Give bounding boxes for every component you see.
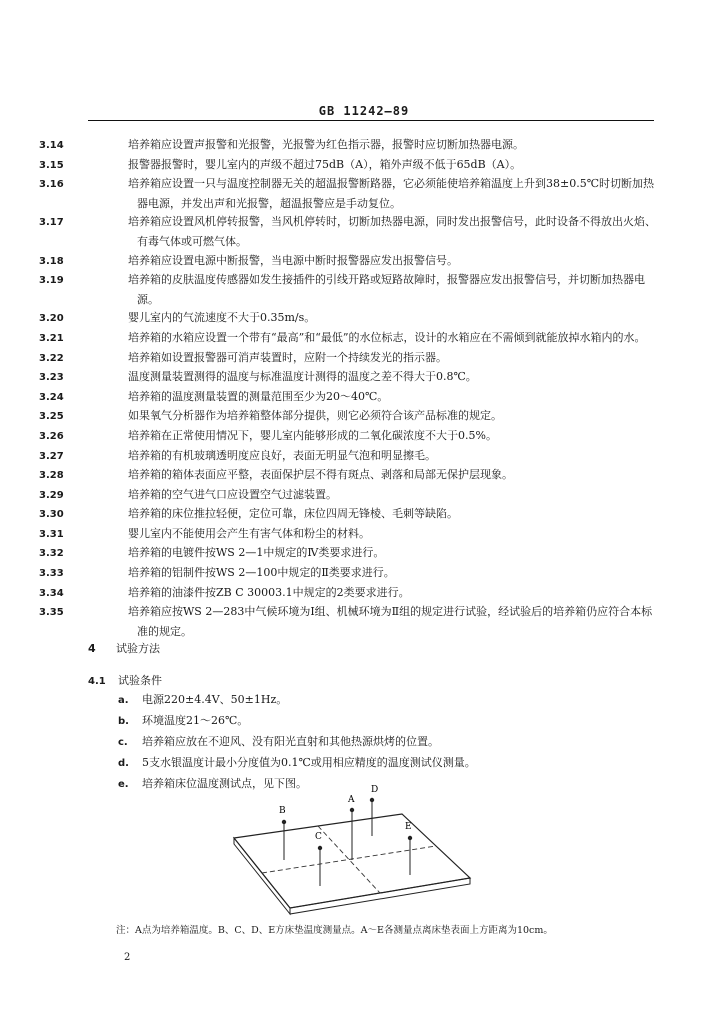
clause-number: 3.24 (39, 391, 64, 403)
clause-text: 婴儿室内不能使用会产生有害气体和粉尘的材料。 (128, 526, 370, 540)
bed-temperature-test-points-diagram (212, 780, 492, 920)
clause-text: 培养箱应设置声报警和光报警，光报警为红色指示器，报警时应切断加热器电源。 (128, 138, 524, 151)
label-c: C (315, 832, 322, 842)
clause-3-24 (39, 388, 656, 408)
clause-number: 3.29 (39, 489, 64, 501)
label-e: E (405, 822, 412, 832)
clause-3-31 (39, 525, 656, 545)
subsection-heading (88, 672, 656, 688)
section-title: 试验方法 (116, 642, 160, 655)
clause-number: 3.17 (39, 217, 64, 229)
clause-number: 3.27 (39, 450, 64, 462)
mattress-side-edge (290, 878, 470, 914)
clause-number: 3.15 (39, 159, 64, 171)
clause-3-27 (39, 447, 656, 467)
clause-3-29 (39, 486, 656, 506)
clause-number: 3.22 (39, 352, 64, 364)
clause-3-15 (39, 156, 656, 176)
clause-number: 3.26 (39, 430, 64, 442)
section-number: 4 (88, 642, 96, 655)
list-item (118, 690, 656, 711)
clause-number: 3.23 (39, 372, 64, 384)
clause-text: 培养箱如设置报警器可消声装置时，应附一个持续发光的指示器。 (128, 350, 447, 364)
probe-b-tip (282, 820, 286, 824)
page-number: 2 (124, 952, 131, 963)
clause-3-14 (39, 136, 656, 156)
item-text: 5支水银温度计最小分度值为0.1℃或用相应精度的温度测试仪测量。 (142, 756, 476, 769)
clause-3-17 (39, 213, 656, 251)
probe-c-tip (318, 846, 322, 850)
clause-text: 如果氧气分析器作为培养箱整体部分提供，则它必须符合该产品标准的规定。 (128, 409, 502, 423)
section-heading (88, 640, 656, 656)
clause-text: 培养箱应设置风机停转报警，当风机停转时，切断加热器电源，同时发出报警信号，此时设备不得放出火焰、有毒气体或可燃气体。 (128, 215, 656, 248)
clause-number: 3.20 (39, 313, 64, 325)
clause-3-20 (39, 309, 656, 329)
clause-text: 培养箱的铝制件按WS 2—100中规定的Ⅱ类要求进行。 (128, 566, 395, 580)
clause-3-25 (39, 407, 656, 427)
clause-3-22 (39, 349, 656, 369)
clause-3-28 (39, 466, 656, 486)
list-item (118, 732, 656, 753)
label-a: A (348, 795, 355, 805)
clause-text: 温度测量装置测得的温度与标准温度计测得的温度之差不得大于0.8℃。 (128, 370, 477, 384)
clause-number: 3.25 (39, 411, 64, 423)
subsection-title: 试验条件 (118, 674, 162, 687)
probe-d-tip (370, 798, 374, 802)
item-text: 环境温度21～26℃。 (142, 714, 249, 727)
item-text: 电源220±4.4V、50±1Hz。 (142, 693, 288, 706)
list-item (118, 711, 656, 732)
probe-a-tip (350, 808, 354, 812)
clause-text: 培养箱的空气进气口应设置空气过滤装置。 (128, 487, 337, 501)
clause-number: 3.33 (39, 568, 64, 580)
clause-number: 3.30 (39, 509, 64, 521)
clause-text: 培养箱的有机玻璃透明度应良好，表面无明显气泡和明显擦毛。 (128, 448, 436, 462)
clause-number: 3.32 (39, 548, 64, 560)
clause-text: 培养箱的电镀件按WS 2—1中规定的Ⅳ类要求进行。 (128, 546, 385, 560)
clause-text: 培养箱的温度测量装置的测量范围至少为20～40℃。 (128, 389, 389, 403)
item-letter: b. (118, 716, 129, 727)
clause-number: 3.21 (39, 332, 64, 344)
item-letter: a. (118, 695, 129, 706)
clause-3-16 (39, 175, 656, 213)
clause-3-18 (39, 252, 656, 272)
probe-e-tip (408, 836, 412, 840)
clause-text: 培养箱的油漆件按ZB C 30003.1中规定的2类要求进行。 (128, 585, 410, 599)
clause-3-19 (39, 271, 656, 309)
clause-3-32 (39, 544, 656, 564)
clause-text: 报警器报警时，婴儿室内的声级不超过75dB（A），箱外声级不低于65dB（A）。 (128, 157, 522, 171)
clause-text: 培养箱的水箱应设置一个带有“最高”和“最低”的水位标志，设计的水箱应在不需倾到就能放掉水箱内的水。 (128, 330, 646, 344)
item-letter: d. (118, 758, 129, 769)
clause-text: 培养箱应设置电源中断报警，当电源中断时报警器应发出报警信号。 (128, 253, 458, 267)
clause-text: 婴儿室内的气流速度不大于0.35m/s。 (128, 311, 316, 325)
clause-text: 培养箱的床位推拉轻便，定位可靠，床位四周无锋棱、毛刺等缺陷。 (128, 507, 458, 521)
subsection-number: 4.1 (88, 676, 106, 687)
clause-3-34 (39, 584, 656, 604)
item-letter: e. (118, 779, 129, 790)
clause-3-26 (39, 427, 656, 447)
clause-3-23 (39, 368, 656, 388)
clause-3-33 (39, 564, 656, 584)
clause-text: 培养箱应设置一只与温度控制器无关的超温报警断路器，它必须能使培养箱温度上升到38±0.5℃时切断加热器电源，并发出声和光报警，超温报警应是手动复位。 (128, 177, 655, 210)
clause-text: 培养箱在正常使用情况下，婴儿室内能够形成的二氧化碳浓度不大于0.5%。 (128, 428, 497, 442)
standard-code-header: GB 11242—89 (318, 104, 410, 118)
clause-text: 培养箱的箱体表面应平整，表面保护层不得有斑点、剥落和局部无保护层现象。 (128, 468, 513, 482)
section-test-methods (88, 640, 656, 795)
clause-number: 3.34 (39, 587, 64, 599)
clause-number: 3.18 (39, 255, 64, 267)
clause-text: 培养箱应按WS 2—283中气候环境为Ⅰ组、机械环境为Ⅱ组的规定进行试验，经试验后的培养箱仍应符合本标准的规定。 (128, 605, 653, 638)
clause-number: 3.14 (39, 140, 64, 151)
clause-number: 3.31 (39, 528, 64, 540)
clause-3-35 (39, 603, 656, 641)
item-text: 培养箱应放在不迎风、没有阳光直射和其他热源烘烤的位置。 (142, 735, 439, 748)
label-b: B (279, 806, 286, 816)
clause-number: 3.28 (39, 470, 64, 482)
item-text: 培养箱床位温度测试点，见下图。 (142, 777, 307, 790)
clause-number: 3.19 (39, 275, 64, 287)
header-rule (88, 120, 654, 121)
clause-number: 3.35 (39, 607, 64, 619)
figure-note: 注：A点为培养箱温度。B、C、D、E方床垫温度测量点。A～E各测量点离床垫表面上方距离为10cm。 (116, 925, 553, 936)
item-letter: c. (118, 737, 128, 748)
clause-number: 3.16 (39, 179, 64, 191)
clause-3-21 (39, 329, 656, 349)
requirement-clauses (39, 136, 656, 641)
list-item (118, 753, 656, 774)
clause-text: 培养箱的皮肤温度传感器如发生接插件的引线开路或短路故障时，报警器应发出报警信号，并切断加热器电源。 (128, 273, 645, 306)
label-d: D (371, 785, 379, 795)
clause-3-30 (39, 505, 656, 525)
